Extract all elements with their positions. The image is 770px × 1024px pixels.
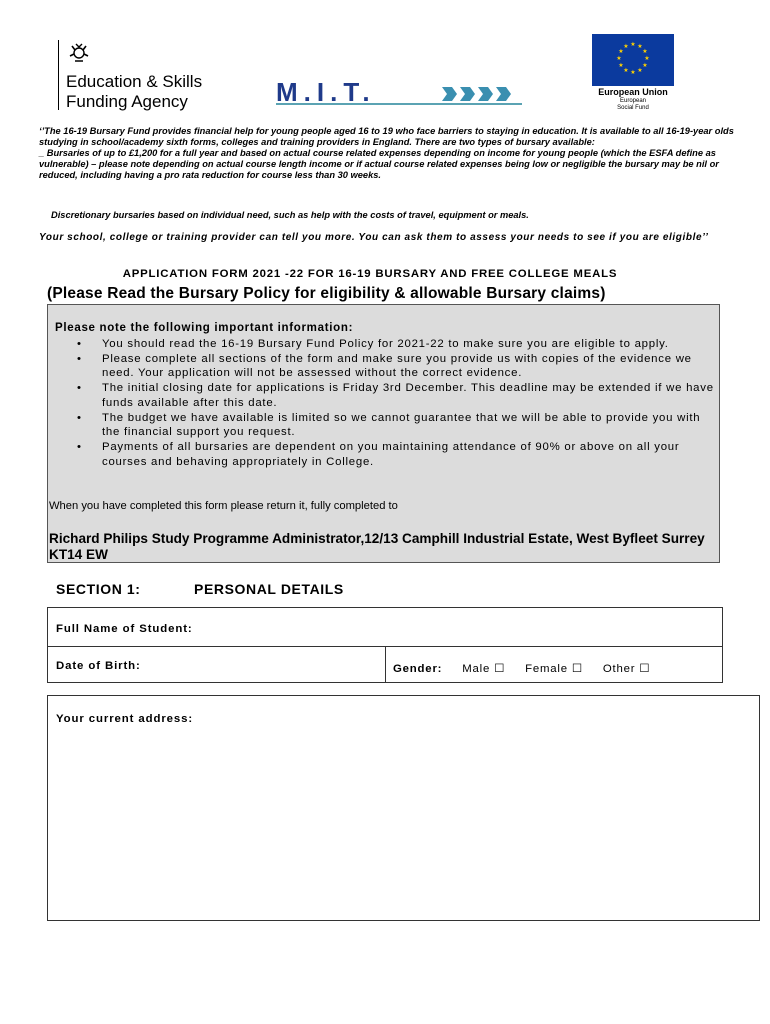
intro-paragraph: ‘’The 16-19 Bursary Fund provides financial help for young people aged 16 to 19 who face barriers to staying in education. It is available to all 16-19-year olds studying in school/academy sixth forms, colleges and training providers in England. There are two types of bursary available: bbox=[39, 126, 734, 148]
svg-text:★: ★ bbox=[630, 41, 636, 48]
bullet-icon: • bbox=[77, 352, 82, 365]
gender-option-other[interactable]: Other ☐ bbox=[602, 663, 651, 675]
discretionary-paragraph: Discretionary bursaries based on individual need, such as help with the costs of travel, equipment or meals. bbox=[51, 210, 529, 220]
svg-text:★: ★ bbox=[642, 62, 648, 69]
eu-title: European Union bbox=[598, 87, 668, 97]
esfa-logo bbox=[58, 40, 228, 112]
section-heading bbox=[56, 581, 344, 597]
svg-text:★: ★ bbox=[644, 55, 650, 62]
bullet-text: Payments of all bursaries are dependent on you maintaining attendance of 90% or above on all your courses and behaving appropriately in College. bbox=[102, 440, 680, 468]
bullet-text: The budget we have available is limited so we cannot guarantee that we will be able to provide you with the financial support you request. bbox=[102, 411, 701, 439]
svg-text:★: ★ bbox=[623, 43, 629, 50]
royal-crest-icon bbox=[66, 42, 92, 64]
bullet-icon: • bbox=[77, 338, 82, 350]
list-item bbox=[56, 381, 716, 410]
gender-field bbox=[393, 661, 650, 675]
personal-details-table bbox=[47, 607, 723, 683]
current-address-label: Your current address: bbox=[56, 713, 194, 725]
list-item bbox=[56, 352, 716, 381]
application-form-title: APPLICATION FORM 2021 -22 FOR 16-19 BURSARY AND FREE COLLEGE MEALS bbox=[122, 268, 618, 280]
svg-text:★: ★ bbox=[630, 69, 636, 76]
bullet-icon: • bbox=[77, 382, 82, 395]
gender-option-female[interactable]: Female ☐ bbox=[525, 663, 583, 675]
esfa-name-line1: Education & Skills bbox=[66, 72, 203, 91]
gender-label: Gender: bbox=[393, 663, 443, 675]
return-instructions: When you have completed this form please return it, fully completed to bbox=[49, 500, 398, 512]
logo-divider bbox=[58, 40, 59, 110]
bursary-amount-paragraph: _ Bursaries of up to £1,200 for a full year and based on actual course related expenses depending on income for young people (which the ESFA define as vulnerable) – please note depending on actual course length income or if actual course related expenses being low or negligible the bursary may be nil or reduced, including having a pro rata reduction for course less than 30 weeks. bbox=[39, 148, 719, 181]
list-item bbox=[56, 411, 716, 440]
esfa-name-line2: Funding Agency bbox=[66, 92, 188, 111]
read-policy-title: (Please Read the Bursary Policy for eligibility & allowable Bursary claims) bbox=[47, 285, 606, 302]
eu-subtitle-line2: Social Fund bbox=[617, 105, 649, 111]
eu-flag-icon bbox=[592, 34, 674, 86]
bullet-icon: • bbox=[77, 440, 82, 453]
svg-text:★: ★ bbox=[618, 62, 624, 69]
list-item bbox=[56, 337, 716, 352]
current-address-field[interactable] bbox=[47, 695, 760, 921]
eu-subtitle-line1: European bbox=[619, 98, 647, 104]
date-of-birth-field[interactable]: Date of Birth: bbox=[56, 660, 141, 672]
list-item bbox=[56, 440, 716, 469]
eu-subtitle bbox=[590, 98, 676, 112]
svg-text:★: ★ bbox=[642, 48, 648, 55]
gender-option-male[interactable]: Male ☐ bbox=[462, 663, 506, 675]
section-number: SECTION 1: bbox=[56, 581, 141, 597]
mit-logo bbox=[274, 80, 524, 110]
svg-text:★: ★ bbox=[616, 55, 622, 62]
full-name-field[interactable]: Full Name of Student: bbox=[56, 623, 193, 635]
school-paragraph: Your school, college or training provider can tell you more. You can ask them to assess your needs to see if you are eligible’’ bbox=[39, 232, 709, 243]
bullet-text: You should read the 16-19 Bursary Fund Policy for 2021-22 to make sure you are eligible to apply. bbox=[102, 338, 669, 350]
svg-text:★: ★ bbox=[637, 43, 643, 50]
column-divider bbox=[385, 646, 386, 683]
bullet-icon: • bbox=[77, 411, 82, 424]
svg-text:★: ★ bbox=[618, 48, 624, 55]
info-heading: Please note the following important information: bbox=[55, 322, 354, 334]
bullet-text: The initial closing date for applications is Friday 3rd December. This deadline may be extended if we have funds available after this date. bbox=[102, 382, 714, 409]
svg-text:★: ★ bbox=[637, 67, 643, 74]
section-title: PERSONAL DETAILS bbox=[194, 581, 344, 597]
bullet-text: Please complete all sections of the form and make sure you provide us with copies of the evidence we need. Your application will not be assessed without the correct evidence. bbox=[102, 352, 692, 380]
important-information-box bbox=[47, 304, 720, 563]
info-bullet-list bbox=[56, 337, 716, 469]
eu-logo bbox=[590, 34, 674, 114]
mit-logo-text: M.I.T. bbox=[276, 80, 376, 107]
return-address: Richard Philips Study Programme Administrator,12/13 Camphill Industrial Estate, West Byfleet Surrey KT14 EW bbox=[49, 531, 705, 562]
intro-text bbox=[39, 126, 739, 181]
svg-text:★: ★ bbox=[623, 67, 629, 74]
